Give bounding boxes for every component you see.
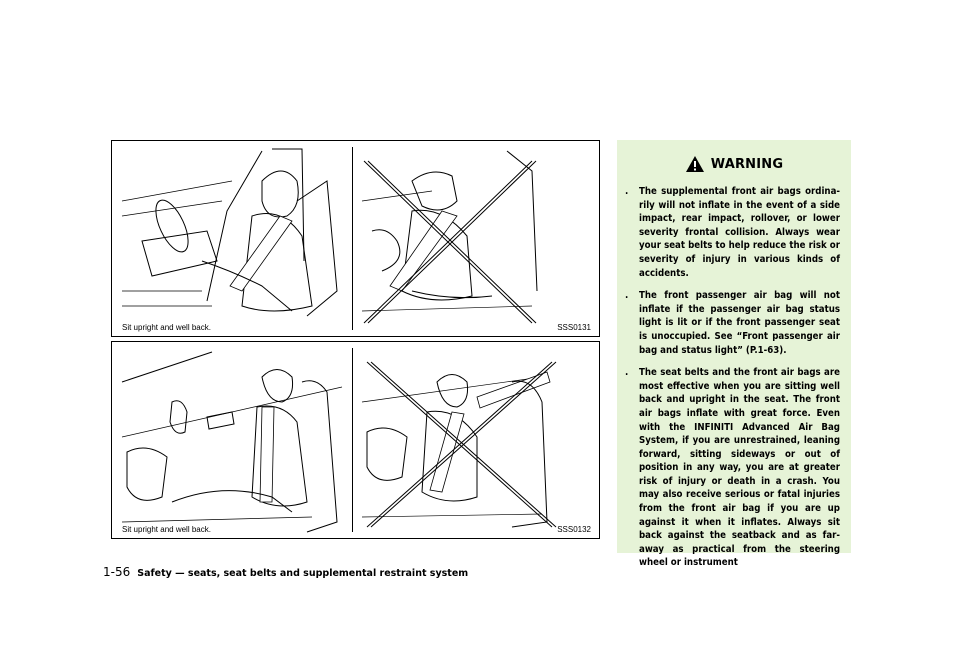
- driver-seating-illustration: [112, 141, 599, 336]
- figure-id: SSS0132: [557, 525, 591, 534]
- figure-caption: Sit upright and well back.: [122, 323, 211, 332]
- warning-item: [625, 185, 840, 280]
- page-footer: [103, 565, 468, 579]
- warning-list: [625, 185, 840, 579]
- warning-item-text: The front passenger air bag will not inflate if the passenger air bag status light is lit or if the front passenger seat is unoccupied. See “Front passenger air bag and status light” (P.1-63).: [639, 290, 840, 356]
- bullet: .: [625, 367, 629, 379]
- incorrect-driver-posture-drawing: [362, 151, 537, 323]
- section-title: Safety — seats, seat belts and supplemental restraint system: [137, 568, 469, 579]
- correct-driver-posture-drawing: [122, 149, 337, 316]
- correct-passenger-posture-drawing: [122, 352, 342, 532]
- warning-item-text: The seat belts and the front air bags are most effective when you are sitting well back and upright in the seat. The front air bags inflate with great force. Even with the INFINITI Advanced Air Bag System, if you are unrestrained, leaning forward, sitting sideways or out of position in any way, you are at greater risk of injury or death in a crash. You may also receive serious or fatal injuries from the front air bag if you are up against it when it inflates. Always sit back against the seatback and as far-away as practical from the steering wheel or instrument: [639, 367, 840, 569]
- warning-item: [625, 366, 840, 570]
- warning-box: [617, 140, 851, 569]
- warning-triangle-icon: [685, 155, 705, 173]
- figure-panel-driver: [111, 140, 600, 337]
- warning-item: [625, 289, 840, 357]
- incorrect-passenger-posture-drawing: [362, 362, 556, 527]
- figure-caption: Sit upright and well back.: [122, 525, 211, 534]
- bullet: .: [625, 290, 629, 302]
- figure-divider: [352, 348, 353, 532]
- figure-divider: [352, 147, 353, 330]
- warning-title: WARNING: [710, 156, 784, 172]
- warning-item-text: The supplemental front air bags ordina-rily will not inflate in the event of a side impact, rear impact, rollover, or lower severity frontal collision. Always wear your seat belts to help reduce the risk or severity of injury in various kinds of accidents.: [639, 186, 840, 279]
- passenger-seating-illustration: [112, 342, 599, 538]
- bullet: .: [625, 186, 629, 197]
- figure-id: SSS0131: [557, 323, 591, 332]
- page-number: 1-56: [103, 565, 131, 579]
- warning-header: [617, 152, 851, 176]
- figure-panel-passenger: [111, 341, 600, 539]
